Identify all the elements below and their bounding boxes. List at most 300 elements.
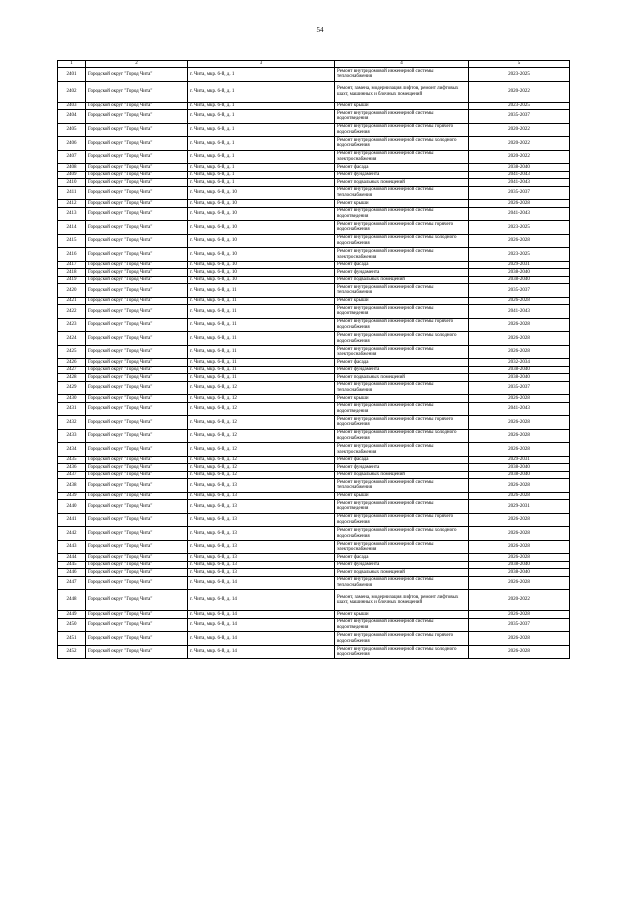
row-number-cell: 2412	[58, 200, 86, 207]
table-row	[58, 284, 570, 298]
municipality-cell: Городской округ "Город Чита"	[86, 164, 188, 171]
row-number-cell: 2444	[58, 554, 86, 561]
municipality-cell: Городской округ "Город Чита"	[86, 179, 188, 186]
table-row	[58, 68, 570, 82]
period-cell: 2038-2040	[469, 164, 570, 171]
municipality-cell: Городской округ "Город Чита"	[86, 123, 188, 137]
work-type-cell: Ремонт внутридомовой инженерной системы холодного водоснабжения	[335, 645, 469, 659]
address-cell: г. Чита, мкр. 6-й, д. 10	[188, 200, 335, 207]
period-cell: 2026-2028	[469, 234, 570, 248]
address-cell: г. Чита, мкр. 6-й, д. 11	[188, 366, 335, 373]
work-type-cell: Ремонт внутридомовой инженерной системы водоотведения	[335, 109, 469, 123]
address-cell: г. Чита, мкр. 6-й, д. 12	[188, 456, 335, 463]
row-number-cell: 2417	[58, 261, 86, 268]
period-cell: 2026-2028	[469, 332, 570, 346]
period-cell: 2026-2028	[469, 513, 570, 527]
period-cell: 2023-2025	[469, 68, 570, 82]
municipality-cell: Городской округ "Город Чита"	[86, 284, 188, 298]
work-type-cell: Ремонт крыши	[335, 200, 469, 207]
row-number-cell: 2421	[58, 297, 86, 304]
row-number-cell: 2416	[58, 248, 86, 262]
table-row	[58, 150, 570, 164]
address-cell: г. Чита, мкр. 6-й, д. 1	[188, 171, 335, 178]
row-number-cell: 2423	[58, 318, 86, 332]
address-cell: г. Чита, мкр. 6-й, д. 14	[188, 618, 335, 632]
municipality-cell: Городской округ "Город Чита"	[86, 429, 188, 443]
table-row	[58, 479, 570, 493]
table-row	[58, 618, 570, 632]
table-row	[58, 345, 570, 359]
municipality-cell: Городской округ "Город Чита"	[86, 248, 188, 262]
table-row	[58, 645, 570, 659]
period-cell: 2038-2040	[469, 569, 570, 576]
table-row	[58, 611, 570, 618]
table-row	[58, 366, 570, 373]
period-cell: 2041-2043	[469, 207, 570, 221]
work-type-cell: Ремонт внутридомовой инженерной системы теплоснабжения	[335, 68, 469, 82]
address-cell: г. Чита, мкр. 6-й, д. 12	[188, 402, 335, 416]
address-cell: г. Чита, мкр. 6-й, д. 13	[188, 500, 335, 514]
table-row	[58, 179, 570, 186]
table-row	[58, 261, 570, 268]
address-cell: г. Чита, мкр. 6-й, д. 12	[188, 429, 335, 443]
table-row	[58, 513, 570, 527]
municipality-cell: Городской округ "Город Чита"	[86, 81, 188, 102]
work-type-cell: Ремонт фасада	[335, 359, 469, 366]
period-cell: 2035-2037	[469, 618, 570, 632]
row-number-cell: 2404	[58, 109, 86, 123]
work-type-cell: Ремонт внутридомовой инженерной системы теплоснабжения	[335, 186, 469, 200]
municipality-cell: Городской округ "Город Чита"	[86, 109, 188, 123]
row-number-cell: 2401	[58, 68, 86, 82]
municipality-cell: Городской округ "Город Чита"	[86, 381, 188, 395]
row-number-cell: 2434	[58, 443, 86, 457]
table-row	[58, 402, 570, 416]
table-row	[58, 171, 570, 178]
period-cell: 2041-2043	[469, 179, 570, 186]
municipality-cell: Городской округ "Город Чита"	[86, 464, 188, 471]
row-number-cell: 2403	[58, 102, 86, 109]
column-header: 2	[86, 61, 188, 68]
work-type-cell: Ремонт внутридомовой инженерной системы водоотведения	[335, 402, 469, 416]
work-type-cell: Ремонт внутридомовой инженерной системы горячего водоснабжения	[335, 123, 469, 137]
row-number-cell: 2435	[58, 456, 86, 463]
period-cell: 2026-2028	[469, 479, 570, 493]
table-row	[58, 81, 570, 102]
period-cell: 2038-2040	[469, 366, 570, 373]
work-type-cell: Ремонт подвальных помещений	[335, 179, 469, 186]
table-row	[58, 164, 570, 171]
row-number-cell: 2429	[58, 381, 86, 395]
table-row	[58, 471, 570, 478]
work-type-cell: Ремонт фундамента	[335, 269, 469, 276]
address-cell: г. Чита, мкр. 6-й, д. 10	[188, 207, 335, 221]
address-cell: г. Чита, мкр. 6-й, д. 13	[188, 561, 335, 568]
municipality-cell: Городской округ "Город Чита"	[86, 305, 188, 319]
municipality-cell: Городской округ "Город Чита"	[86, 186, 188, 200]
row-number-cell: 2442	[58, 527, 86, 541]
address-cell: г. Чита, мкр. 6-й, д. 1	[188, 81, 335, 102]
address-cell: г. Чита, мкр. 6-й, д. 14	[188, 576, 335, 590]
address-cell: г. Чита, мкр. 6-й, д. 10	[188, 276, 335, 283]
table-row	[58, 332, 570, 346]
municipality-cell: Городской округ "Город Чита"	[86, 611, 188, 618]
municipality-cell: Городской округ "Город Чита"	[86, 500, 188, 514]
municipality-cell: Городской округ "Город Чита"	[86, 207, 188, 221]
municipality-cell: Городской округ "Город Чита"	[86, 276, 188, 283]
table-row	[58, 123, 570, 137]
municipality-cell: Городской округ "Город Чита"	[86, 632, 188, 646]
period-cell: 2026-2028	[469, 395, 570, 402]
work-type-cell: Ремонт внутридомовой инженерной системы теплоснабжения	[335, 381, 469, 395]
work-type-cell: Ремонт подвальных помещений	[335, 471, 469, 478]
municipality-cell: Городской округ "Город Чита"	[86, 456, 188, 463]
municipality-cell: Городской округ "Город Чита"	[86, 366, 188, 373]
table-row	[58, 200, 570, 207]
row-number-cell: 2418	[58, 269, 86, 276]
municipality-cell: Городской округ "Город Чита"	[86, 590, 188, 611]
row-number-cell: 2450	[58, 618, 86, 632]
address-cell: г. Чита, мкр. 6-й, д. 11	[188, 345, 335, 359]
row-number-cell: 2410	[58, 179, 86, 186]
work-type-cell: Ремонт фундамента	[335, 561, 469, 568]
table-row	[58, 186, 570, 200]
table-row	[58, 576, 570, 590]
work-type-cell: Ремонт внутридомовой инженерной системы теплоснабжения	[335, 479, 469, 493]
period-cell: 2038-2040	[469, 471, 570, 478]
work-type-cell: Ремонт фасада	[335, 554, 469, 561]
work-type-cell: Ремонт внутридомовой инженерной системы горячего водоснабжения	[335, 221, 469, 235]
row-number-cell: 2446	[58, 569, 86, 576]
row-number-cell: 2443	[58, 540, 86, 554]
period-cell: 2029-2031	[469, 261, 570, 268]
work-type-cell: Ремонт внутридомовой инженерной системы холодного водоснабжения	[335, 429, 469, 443]
period-cell: 2026-2028	[469, 611, 570, 618]
row-number-cell: 2413	[58, 207, 86, 221]
row-number-cell: 2448	[58, 590, 86, 611]
work-type-cell: Ремонт внутридомовой инженерной системы водоотведения	[335, 305, 469, 319]
municipality-cell: Городской округ "Город Чита"	[86, 137, 188, 151]
address-cell: г. Чита, мкр. 6-й, д. 12	[188, 443, 335, 457]
work-type-cell: Ремонт фундамента	[335, 366, 469, 373]
municipality-cell: Городской округ "Город Чита"	[86, 332, 188, 346]
municipality-cell: Городской округ "Город Чита"	[86, 200, 188, 207]
address-cell: г. Чита, мкр. 6-й, д. 10	[188, 248, 335, 262]
work-type-cell: Ремонт фасада	[335, 164, 469, 171]
repair-schedule-table	[57, 60, 570, 659]
work-type-cell: Ремонт крыши	[335, 492, 469, 499]
address-cell: г. Чита, мкр. 6-й, д. 13	[188, 569, 335, 576]
row-number-cell: 2452	[58, 645, 86, 659]
municipality-cell: Городской округ "Город Чита"	[86, 102, 188, 109]
municipality-cell: Городской округ "Город Чита"	[86, 359, 188, 366]
work-type-cell: Ремонт внутридомовой инженерной системы электроснабжения	[335, 540, 469, 554]
address-cell: г. Чита, мкр. 6-й, д. 11	[188, 297, 335, 304]
period-cell: 2023-2025	[469, 102, 570, 109]
table-row	[58, 305, 570, 319]
period-cell: 2026-2028	[469, 632, 570, 646]
table-row	[58, 527, 570, 541]
row-number-cell: 2432	[58, 416, 86, 430]
row-number-cell: 2405	[58, 123, 86, 137]
municipality-cell: Городской округ "Город Чита"	[86, 561, 188, 568]
address-cell: г. Чита, мкр. 6-й, д. 11	[188, 374, 335, 381]
period-cell: 2038-2040	[469, 464, 570, 471]
address-cell: г. Чита, мкр. 6-й, д. 1	[188, 179, 335, 186]
work-type-cell: Ремонт внутридомовой инженерной системы водоотведения	[335, 500, 469, 514]
period-cell: 2026-2028	[469, 443, 570, 457]
municipality-cell: Городской округ "Город Чита"	[86, 569, 188, 576]
column-header: 3	[188, 61, 335, 68]
address-cell: г. Чита, мкр. 6-й, д. 12	[188, 381, 335, 395]
row-number-cell: 2409	[58, 171, 86, 178]
municipality-cell: Городской округ "Город Чита"	[86, 527, 188, 541]
table-row	[58, 590, 570, 611]
period-cell: 2023-2025	[469, 248, 570, 262]
address-cell: г. Чита, мкр. 6-й, д. 14	[188, 645, 335, 659]
row-number-cell: 2428	[58, 374, 86, 381]
row-number-cell: 2419	[58, 276, 86, 283]
address-cell: г. Чита, мкр. 6-й, д. 1	[188, 164, 335, 171]
table-row	[58, 318, 570, 332]
period-cell: 2038-2040	[469, 374, 570, 381]
row-number-cell: 2411	[58, 186, 86, 200]
table-row	[58, 554, 570, 561]
table-row	[58, 109, 570, 123]
work-type-cell: Ремонт внутридомовой инженерной системы горячего водоснабжения	[335, 632, 469, 646]
address-cell: г. Чита, мкр. 6-й, д. 12	[188, 416, 335, 430]
address-cell: г. Чита, мкр. 6-й, д. 1	[188, 68, 335, 82]
row-number-cell: 2420	[58, 284, 86, 298]
address-cell: г. Чита, мкр. 6-й, д. 11	[188, 332, 335, 346]
table-row	[58, 540, 570, 554]
period-cell: 2020-2022	[469, 137, 570, 151]
work-type-cell: Ремонт внутридомовой инженерной системы теплоснабжения	[335, 284, 469, 298]
address-cell: г. Чита, мкр. 6-й, д. 13	[188, 540, 335, 554]
period-cell: 2038-2040	[469, 269, 570, 276]
address-cell: г. Чита, мкр. 6-й, д. 12	[188, 471, 335, 478]
address-cell: г. Чита, мкр. 6-й, д. 10	[188, 234, 335, 248]
period-cell: 2026-2028	[469, 645, 570, 659]
row-number-cell: 2447	[58, 576, 86, 590]
work-type-cell: Ремонт крыши	[335, 102, 469, 109]
period-cell: 2026-2028	[469, 540, 570, 554]
header-row	[58, 61, 570, 68]
municipality-cell: Городской округ "Город Чита"	[86, 395, 188, 402]
period-cell: 2035-2037	[469, 109, 570, 123]
municipality-cell: Городской округ "Город Чита"	[86, 261, 188, 268]
period-cell: 2026-2028	[469, 297, 570, 304]
table-row	[58, 102, 570, 109]
address-cell: г. Чита, мкр. 6-й, д. 11	[188, 284, 335, 298]
column-header: 1	[58, 61, 86, 68]
municipality-cell: Городской округ "Город Чита"	[86, 318, 188, 332]
address-cell: г. Чита, мкр. 6-й, д. 1	[188, 109, 335, 123]
period-cell: 2035-2037	[469, 284, 570, 298]
table-row	[58, 492, 570, 499]
municipality-cell: Городской округ "Город Чита"	[86, 171, 188, 178]
municipality-cell: Городской округ "Город Чита"	[86, 513, 188, 527]
work-type-cell: Ремонт внутридомовой инженерной системы водоотведения	[335, 207, 469, 221]
municipality-cell: Городской округ "Город Чита"	[86, 645, 188, 659]
address-cell: г. Чита, мкр. 6-й, д. 1	[188, 123, 335, 137]
row-number-cell: 2433	[58, 429, 86, 443]
period-cell: 2035-2037	[469, 381, 570, 395]
table-row	[58, 297, 570, 304]
column-header: 5	[469, 61, 570, 68]
row-number-cell: 2406	[58, 137, 86, 151]
work-type-cell: Ремонт внутридомовой инженерной системы холодного водоснабжения	[335, 527, 469, 541]
table-row	[58, 395, 570, 402]
address-cell: г. Чита, мкр. 6-й, д. 10	[188, 186, 335, 200]
period-cell: 2041-2043	[469, 171, 570, 178]
work-type-cell: Ремонт фасада	[335, 261, 469, 268]
row-number-cell: 2437	[58, 471, 86, 478]
municipality-cell: Городской округ "Город Чита"	[86, 345, 188, 359]
work-type-cell: Ремонт подвальных помещений	[335, 569, 469, 576]
row-number-cell: 2439	[58, 492, 86, 499]
table-row	[58, 269, 570, 276]
table-row	[58, 221, 570, 235]
row-number-cell: 2449	[58, 611, 86, 618]
table-row	[58, 248, 570, 262]
period-cell: 2026-2028	[469, 200, 570, 207]
municipality-cell: Городской округ "Город Чита"	[86, 416, 188, 430]
table-row	[58, 234, 570, 248]
municipality-cell: Городской округ "Город Чита"	[86, 479, 188, 493]
period-cell: 2020-2022	[469, 81, 570, 102]
table-row	[58, 429, 570, 443]
work-type-cell: Ремонт, замена, модернизация лифтов, ремонт лифтовых шахт, машинных и блочных помещений	[335, 81, 469, 102]
table-row	[58, 456, 570, 463]
row-number-cell: 2414	[58, 221, 86, 235]
address-cell: г. Чита, мкр. 6-й, д. 12	[188, 395, 335, 402]
table-row	[58, 569, 570, 576]
municipality-cell: Городской округ "Город Чита"	[86, 269, 188, 276]
period-cell: 2032-2034	[469, 359, 570, 366]
work-type-cell: Ремонт внутридомовой инженерной системы теплоснабжения	[335, 576, 469, 590]
work-type-cell: Ремонт фундамента	[335, 464, 469, 471]
table-row	[58, 359, 570, 366]
municipality-cell: Городской округ "Город Чита"	[86, 234, 188, 248]
table-row	[58, 416, 570, 430]
municipality-cell: Городской округ "Город Чита"	[86, 471, 188, 478]
work-type-cell: Ремонт, замена, модернизация лифтов, ремонт лифтовых шахт, машинных и блочных помещений	[335, 590, 469, 611]
work-type-cell: Ремонт внутридомовой инженерной системы электроснабжения	[335, 345, 469, 359]
municipality-cell: Городской округ "Город Чита"	[86, 618, 188, 632]
period-cell: 2026-2028	[469, 345, 570, 359]
municipality-cell: Городской округ "Город Чита"	[86, 443, 188, 457]
row-number-cell: 2436	[58, 464, 86, 471]
address-cell: г. Чита, мкр. 6-й, д. 12	[188, 464, 335, 471]
period-cell: 2029-2031	[469, 500, 570, 514]
period-cell: 2023-2025	[469, 221, 570, 235]
address-cell: г. Чита, мкр. 6-й, д. 1	[188, 137, 335, 151]
row-number-cell: 2407	[58, 150, 86, 164]
address-cell: г. Чита, мкр. 6-й, д. 13	[188, 479, 335, 493]
table-row	[58, 443, 570, 457]
municipality-cell: Городской округ "Город Чита"	[86, 576, 188, 590]
period-cell: 2020-2022	[469, 590, 570, 611]
row-number-cell: 2422	[58, 305, 86, 319]
column-header: 4	[335, 61, 469, 68]
period-cell: 2026-2028	[469, 416, 570, 430]
row-number-cell: 2438	[58, 479, 86, 493]
work-type-cell: Ремонт внутридомовой инженерной системы электроснабжения	[335, 150, 469, 164]
municipality-cell: Городской округ "Город Чита"	[86, 554, 188, 561]
municipality-cell: Городской округ "Город Чита"	[86, 297, 188, 304]
period-cell: 2035-2037	[469, 186, 570, 200]
address-cell: г. Чита, мкр. 6-й, д. 11	[188, 318, 335, 332]
period-cell: 2041-2043	[469, 305, 570, 319]
work-type-cell: Ремонт подвальных помещений	[335, 374, 469, 381]
address-cell: г. Чита, мкр. 6-й, д. 14	[188, 611, 335, 618]
row-number-cell: 2440	[58, 500, 86, 514]
table-row	[58, 381, 570, 395]
table-row	[58, 374, 570, 381]
work-type-cell: Ремонт внутридомовой инженерной системы горячего водоснабжения	[335, 318, 469, 332]
municipality-cell: Городской округ "Город Чита"	[86, 374, 188, 381]
row-number-cell: 2441	[58, 513, 86, 527]
municipality-cell: Городской округ "Город Чита"	[86, 150, 188, 164]
table-row	[58, 464, 570, 471]
address-cell: г. Чита, мкр. 6-й, д. 10	[188, 261, 335, 268]
page-number: 54	[316, 26, 324, 34]
address-cell: г. Чита, мкр. 6-й, д. 1	[188, 150, 335, 164]
address-cell: г. Чита, мкр. 6-й, д. 13	[188, 527, 335, 541]
work-type-cell: Ремонт крыши	[335, 611, 469, 618]
work-type-cell: Ремонт фундамента	[335, 171, 469, 178]
table-row	[58, 276, 570, 283]
row-number-cell: 2408	[58, 164, 86, 171]
table-row	[58, 500, 570, 514]
address-cell: г. Чита, мкр. 6-й, д. 13	[188, 492, 335, 499]
address-cell: г. Чита, мкр. 6-й, д. 13	[188, 513, 335, 527]
work-type-cell: Ремонт внутридомовой инженерной системы холодного водоснабжения	[335, 137, 469, 151]
work-type-cell: Ремонт внутридомовой инженерной системы электроснабжения	[335, 248, 469, 262]
municipality-cell: Городской округ "Город Чита"	[86, 68, 188, 82]
municipality-cell: Городской округ "Город Чита"	[86, 221, 188, 235]
period-cell: 2026-2028	[469, 554, 570, 561]
row-number-cell: 2402	[58, 81, 86, 102]
table-row	[58, 207, 570, 221]
municipality-cell: Городской округ "Город Чита"	[86, 540, 188, 554]
period-cell: 2026-2028	[469, 492, 570, 499]
address-cell: г. Чита, мкр. 6-й, д. 14	[188, 590, 335, 611]
period-cell: 2020-2022	[469, 123, 570, 137]
period-cell: 2038-2040	[469, 276, 570, 283]
municipality-cell: Городской округ "Город Чита"	[86, 402, 188, 416]
address-cell: г. Чита, мкр. 6-й, д. 13	[188, 554, 335, 561]
period-cell: 2026-2028	[469, 429, 570, 443]
address-cell: г. Чита, мкр. 6-й, д. 10	[188, 269, 335, 276]
municipality-cell: Городской округ "Город Чита"	[86, 492, 188, 499]
address-cell: г. Чита, мкр. 6-й, д. 1	[188, 102, 335, 109]
work-type-cell: Ремонт внутридомовой инженерной системы электроснабжения	[335, 443, 469, 457]
work-type-cell: Ремонт крыши	[335, 395, 469, 402]
period-cell: 2026-2028	[469, 527, 570, 541]
row-number-cell: 2431	[58, 402, 86, 416]
work-type-cell: Ремонт внутридомовой инженерной системы холодного водоснабжения	[335, 234, 469, 248]
row-number-cell: 2430	[58, 395, 86, 402]
period-cell: 2038-2040	[469, 561, 570, 568]
address-cell: г. Чита, мкр. 6-й, д. 11	[188, 305, 335, 319]
period-cell: 2029-2031	[469, 456, 570, 463]
work-type-cell: Ремонт крыши	[335, 297, 469, 304]
period-cell: 2026-2028	[469, 576, 570, 590]
row-number-cell: 2425	[58, 345, 86, 359]
period-cell: 2026-2028	[469, 318, 570, 332]
